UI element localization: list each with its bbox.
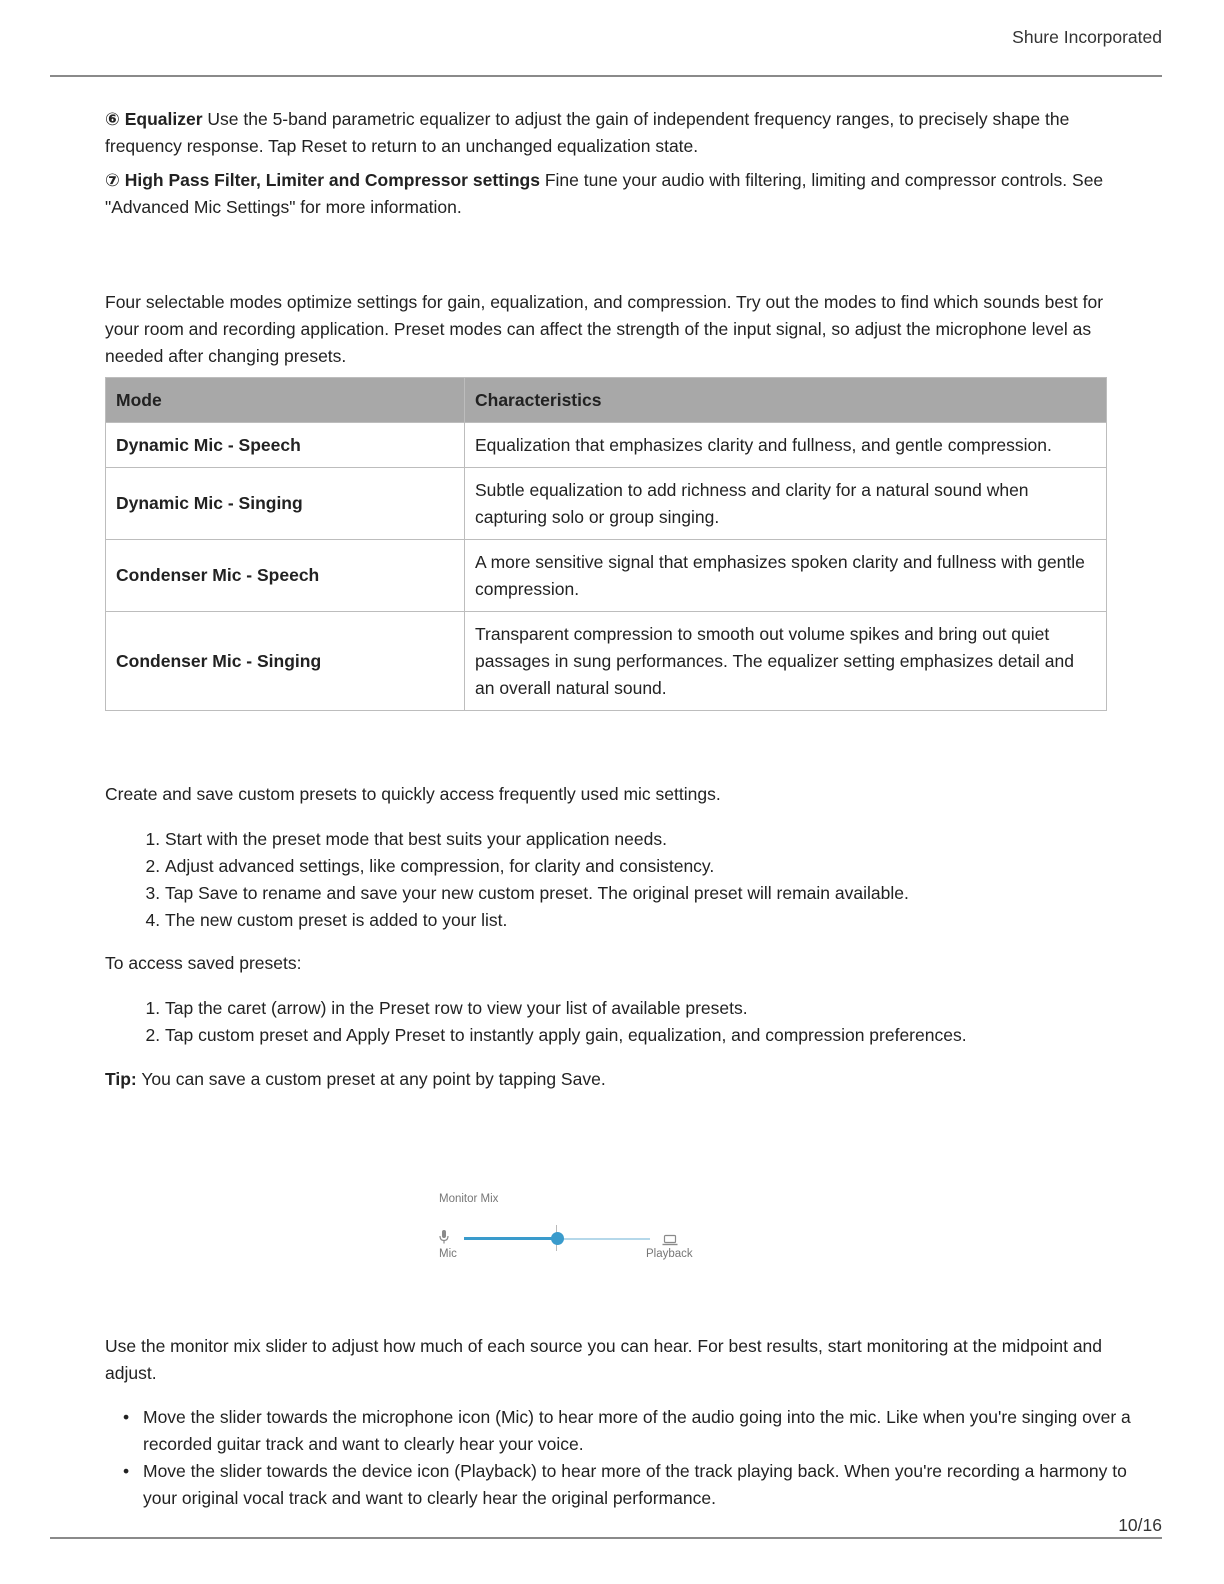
access-intro: To access saved presets: — [105, 953, 302, 973]
tip-paragraph — [105, 1066, 1107, 1093]
characteristics-cell: Transparent compression to smooth out volume spikes and bring out quiet passages in sung performances. The equalizer setting emphasizes detail and an overall natural sound. — [465, 612, 1107, 711]
table-row — [106, 468, 1107, 540]
characteristics-cell: A more sensitive signal that emphasizes spoken clarity and fullness with gentle compression. — [465, 540, 1107, 612]
monitor-intro: Use the monitor mix slider to adjust how much of each source you can hear. For best results, start monitoring at the midpoint and adjust. — [105, 1336, 1103, 1383]
mode-cell: Dynamic Mic - Singing — [106, 468, 465, 540]
monitor-bullets-list — [105, 1404, 1143, 1512]
list-item: 2. Tap custom preset and Apply Preset to instantly apply gain, equalization, and compression preferences. — [165, 1022, 1165, 1049]
table-row — [106, 612, 1107, 711]
hpf-heading: High Pass Filter, Limiter and Compressor settings — [124, 170, 540, 190]
hpf-text: Fine tune your audio with filtering, limiting and compressor controls. See "Advanced Mic Settings" for more information. — [105, 170, 1104, 217]
tip-label: Tip: — [105, 1069, 137, 1089]
header-rule — [50, 75, 1162, 77]
monitor-mix-figure — [430, 1185, 710, 1270]
table-row — [106, 423, 1107, 468]
monitor-slider-thumb[interactable] — [551, 1232, 564, 1245]
characteristics-cell: Equalization that emphasizes clarity and fullness, and gentle compression. — [465, 423, 1107, 468]
table-header-row — [106, 378, 1107, 423]
list-item: 1. Tap the caret (arrow) in the Preset row to view your list of available presets. — [165, 995, 1165, 1022]
table-header-mode: Mode — [106, 378, 465, 423]
monitor-playback-label: Playback — [646, 1248, 693, 1260]
list-item: 2. Adjust advanced settings, like compression, for clarity and consistency. — [165, 853, 1165, 880]
list-item: 3. Tap Save to rename and save your new custom preset. The original preset will remain available. — [165, 880, 1165, 907]
modes-intro: Four selectable modes optimize settings for gain, equalization, and compression. Try out the modes to find which sounds best for your room and recording application. Preset modes can affect the strength of the input signal, so adjust the microphone level as needed after changing presets. — [105, 292, 1104, 366]
page-number: 10/16 — [1118, 1515, 1162, 1535]
custom-presets-intro: Create and save custom presets to quickly access frequently used mic settings. — [105, 784, 721, 804]
access-steps-list — [105, 995, 1165, 1049]
list-item: 4. The new custom preset is added to your list. — [165, 907, 1165, 934]
hpf-marker: ⑦ — [105, 170, 120, 190]
footer-rule — [50, 1537, 1162, 1539]
list-item: • Move the slider towards the device icon (Playback) to hear more of the track playing back. When you're recording a harmony to your original vocal track and want to clearly hear the original performance. — [143, 1458, 1143, 1512]
header-company: Shure Incorporated — [1012, 27, 1162, 47]
mode-cell: Dynamic Mic - Speech — [106, 423, 465, 468]
mode-cell: Condenser Mic - Singing — [106, 612, 465, 711]
equalizer-marker: ⑥ — [105, 109, 120, 129]
hpf-paragraph — [105, 167, 1107, 221]
custom-steps-list — [105, 826, 1165, 934]
modes-table — [105, 377, 1107, 711]
equalizer-heading: Equalizer — [124, 109, 203, 129]
table-header-characteristics: Characteristics — [465, 378, 1107, 423]
characteristics-cell: Subtle equalization to add richness and clarity for a natural sound when capturing solo or group singing. — [465, 468, 1107, 540]
table-row — [106, 540, 1107, 612]
list-item: 1. Start with the preset mode that best suits your application needs. — [165, 826, 1165, 853]
mode-cell: Condenser Mic - Speech — [106, 540, 465, 612]
monitor-slider-fill — [464, 1237, 557, 1240]
tip-text: You can save a custom preset at any point by tapping Save. — [141, 1069, 606, 1089]
monitor-mix-title: Monitor Mix — [439, 1193, 499, 1205]
list-item: • Move the slider towards the microphone icon (Mic) to hear more of the audio going into the mic. Like when you're singing over a recorded guitar track and want to clearly hear your voice. — [143, 1404, 1143, 1458]
monitor-mic-label: Mic — [439, 1248, 457, 1260]
equalizer-paragraph — [105, 106, 1107, 160]
equalizer-text: Use the 5-band parametric equalizer to adjust the gain of independent frequency ranges, to precisely shape the frequency response. Tap Reset to return to an unchanged equalization state. — [105, 109, 1070, 156]
